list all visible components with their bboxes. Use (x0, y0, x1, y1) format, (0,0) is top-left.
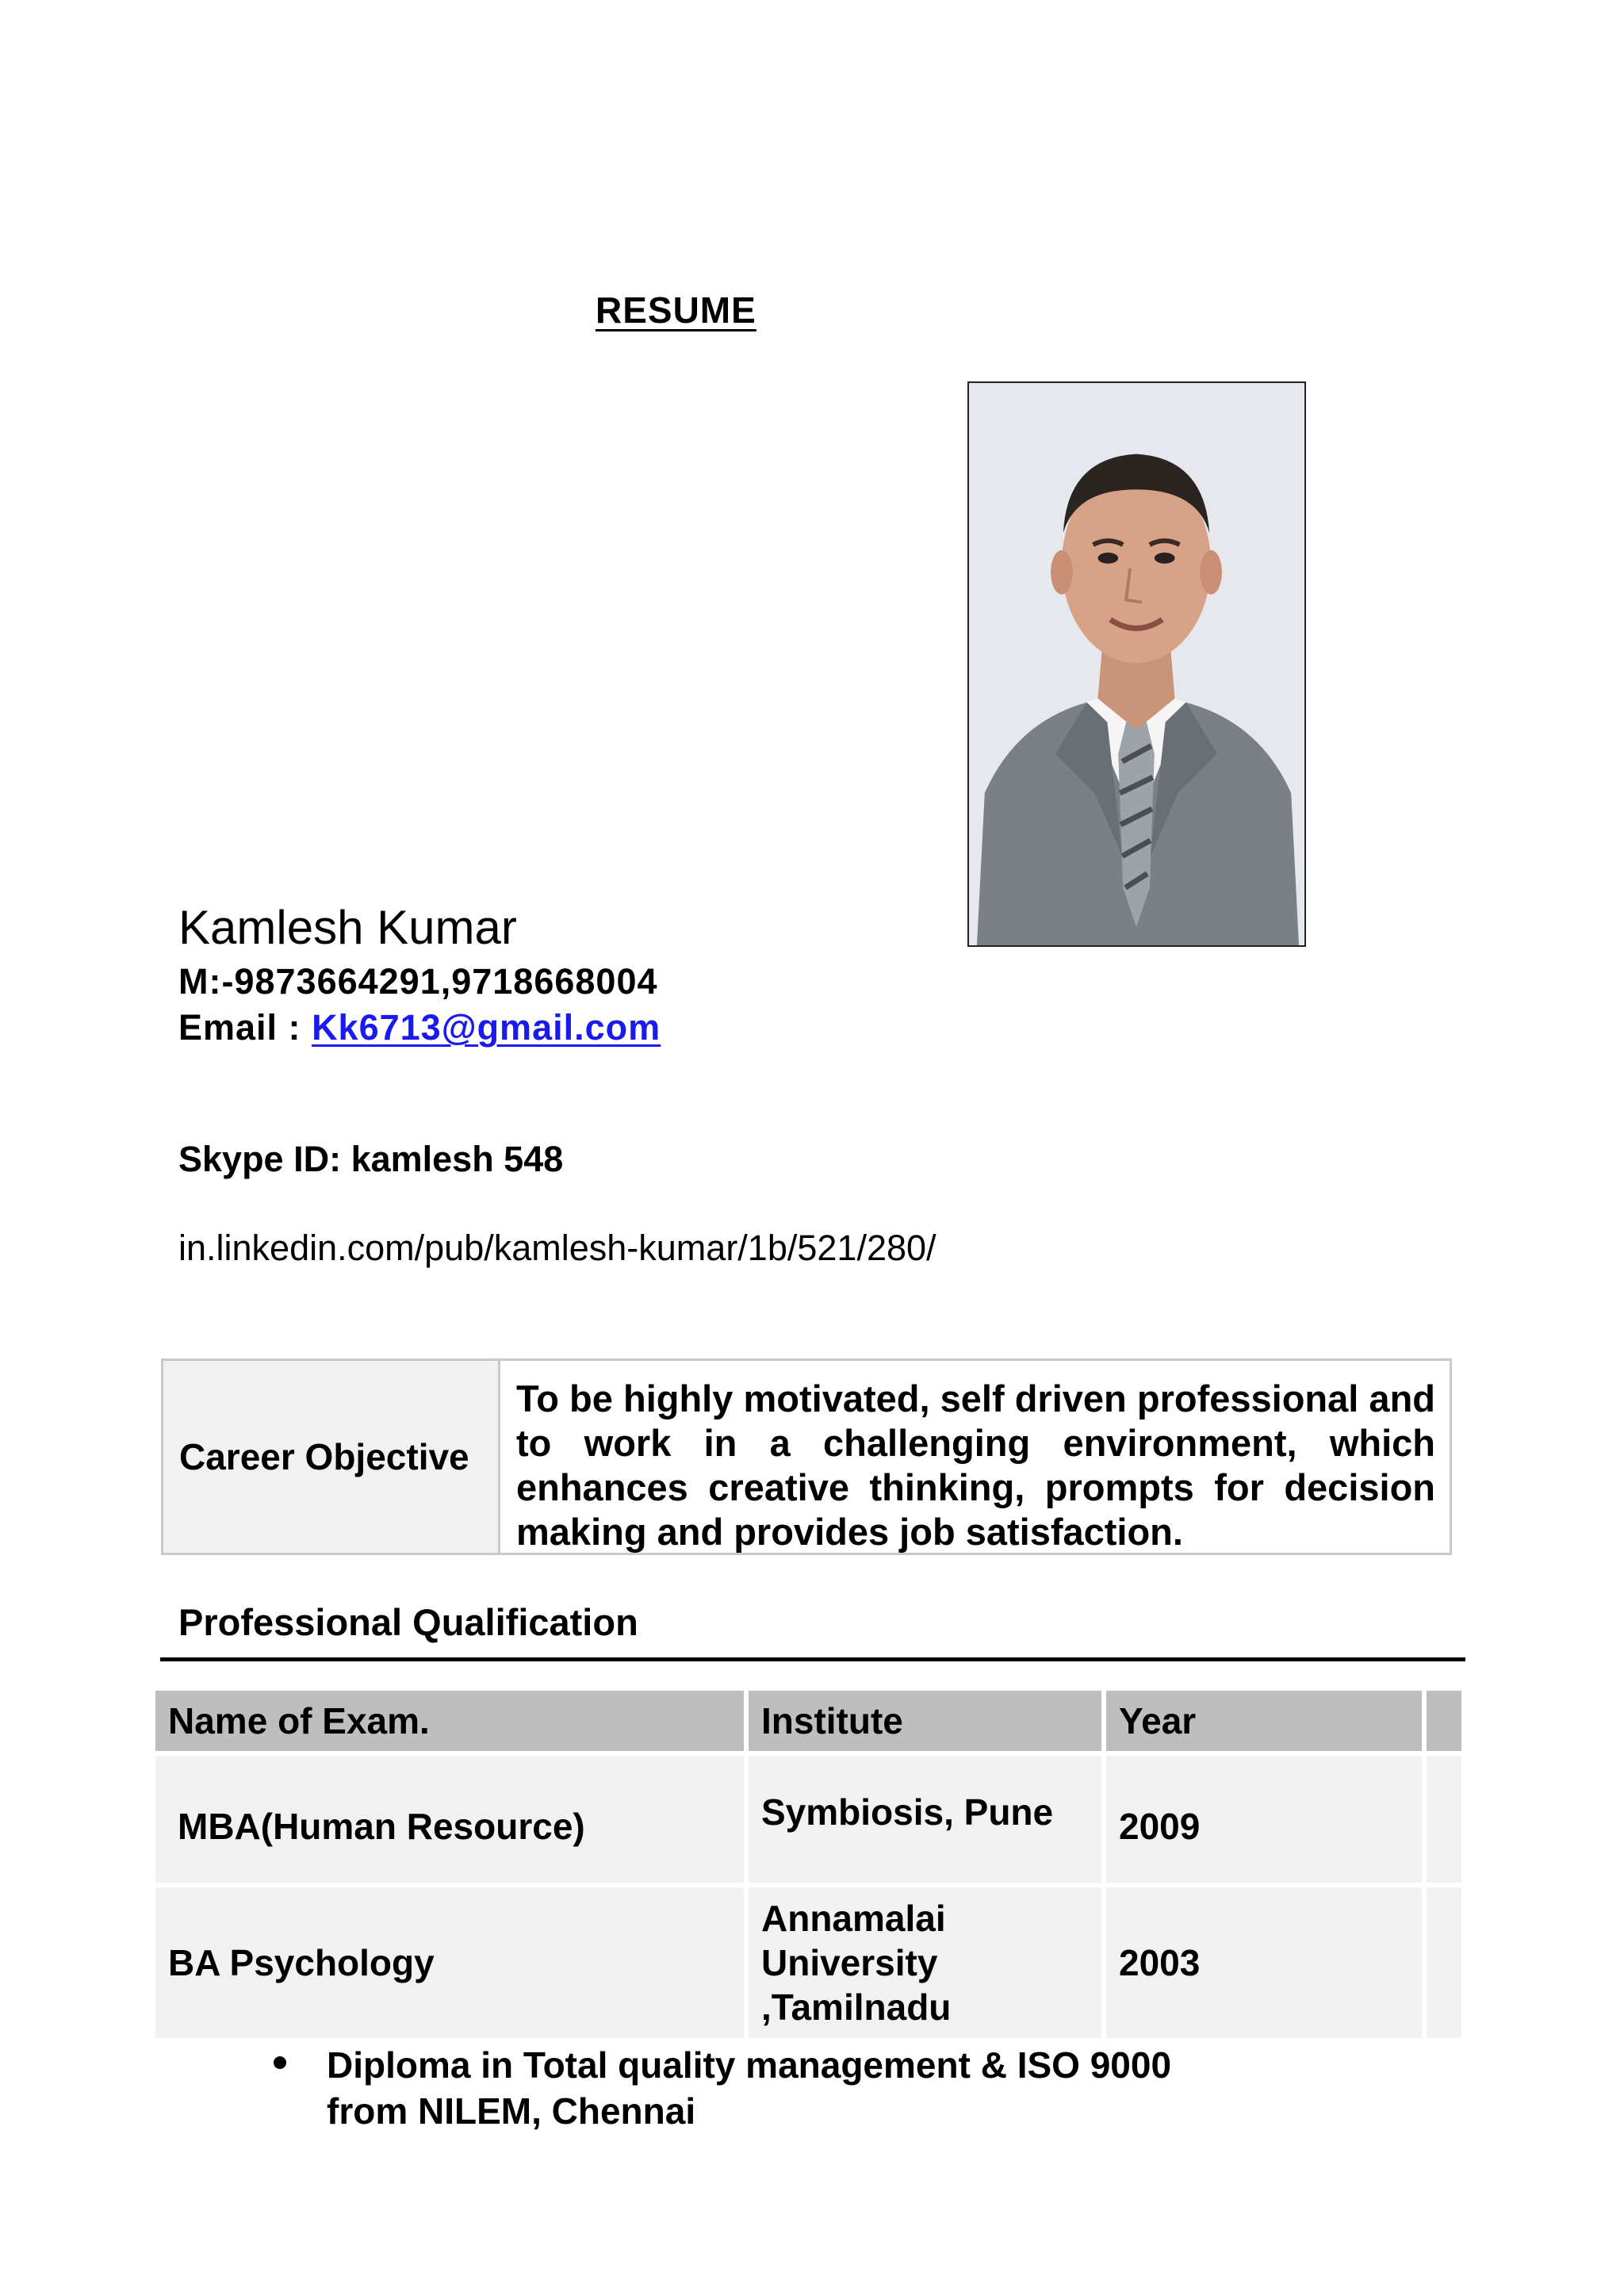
email-link[interactable]: Kk6713@gmail.com (312, 1007, 661, 1048)
row-year: 2003 (1106, 1887, 1422, 2038)
profile-photo (967, 381, 1306, 947)
column-header-spare (1427, 1691, 1461, 1751)
professional-qualification-heading: Professional Qualification (178, 1601, 638, 1643)
row-spare (1427, 1887, 1461, 2038)
career-objective-text: To be highly motivated, self driven professional and to work in a challenging environment, which enhances creative thinking, prompts for decision making and provides job satisfaction. (516, 1377, 1435, 1553)
column-header-exam: Name of Exam. (155, 1691, 744, 1751)
skype-id: Skype ID: kamlesh 548 (178, 1139, 564, 1179)
row-year: 2009 (1106, 1756, 1422, 1883)
mobile-numbers: M:-9873664291,9718668004 (178, 961, 658, 1002)
column-header-institute: Institute (749, 1691, 1101, 1751)
row-institute: Symbiosis, Pune (749, 1756, 1101, 1883)
resume-title: RESUME (596, 289, 756, 331)
profile-photo-image (969, 383, 1304, 945)
list-item: Diploma in Total quality management & ISO 9000 from NILEM, Chennai (327, 2044, 1172, 2132)
row-exam: MBA(Human Resource) (155, 1756, 744, 1883)
career-objective-table (161, 1358, 1452, 1555)
row-institute: Annamalai University ,Tamilnadu (749, 1887, 1101, 2038)
email-line (178, 1007, 661, 1048)
qualification-header-row (155, 1691, 1461, 1751)
bullet-icon (274, 2056, 286, 2069)
column-header-year: Year (1106, 1691, 1422, 1751)
table-row (155, 1756, 1461, 1883)
section-divider (160, 1657, 1465, 1661)
career-objective-label: Career Objective (163, 1361, 500, 1553)
candidate-name: Kamlesh Kumar (178, 901, 517, 954)
linkedin-url: in.linkedin.com/pub/kamlesh-kumar/1b/521/280/ (178, 1228, 936, 1268)
row-spare (1427, 1756, 1461, 1883)
email-label: Email : (178, 1007, 312, 1048)
table-row (155, 1887, 1461, 2038)
row-exam: BA Psychology (155, 1887, 744, 2038)
